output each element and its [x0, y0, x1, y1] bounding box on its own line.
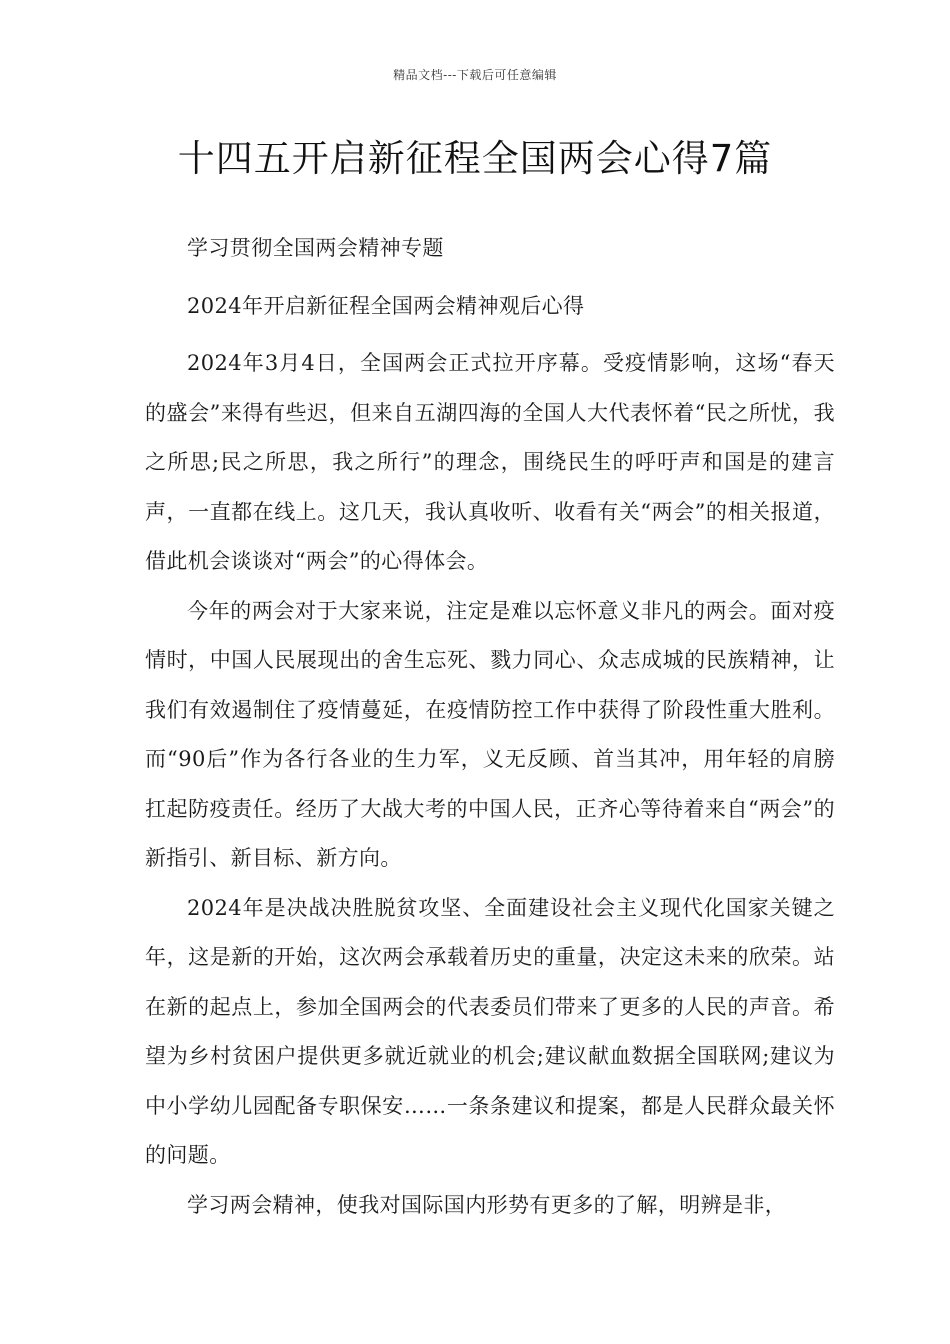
subtitle-topic: 学习贯彻全国两会精神专题: [187, 236, 444, 260]
paragraph: 学习两会精神，使我对国际国内形势有更多的了解，明辨是非，: [187, 1192, 787, 1217]
subtitle-heading: 2024年开启新征程全国两会精神观后心得: [187, 293, 585, 318]
document-body: [145, 224, 835, 1230]
header-note: 精品文档---下载后可任意编辑: [393, 68, 557, 82]
paragraph: 2024年是决战决胜脱贫攻坚、全面建设社会主义现代化国家关键之年，这是新的开始，这次两会承载着历史的重量，决定这未来的欣荣。站在新的起点上，参加全国两会的代表委员们带来了更多的人民的声音。希望为乡村贫困户提供更多就近就业的机会;建议献血数据全国联网;建议为中小学幼儿园配备专职保安……一条条建议和提案，都是人民群众最关怀的问题。: [145, 895, 835, 1167]
paragraph: 2024年3月4日，全国两会正式拉开序幕。受疫情影响，这场“春天的盛会”来得有些迟，但来自五湖四海的全国人大代表怀着“民之所忧，我之所思;民之所思，我之所行”的理念，围绕民生的呼吁声和国是的建言声，一直都在线上。这几天，我认真收听、收看有关“两会”的相关报道，借此机会谈谈对“两会”的心得体会。: [145, 351, 835, 573]
paragraph: 今年的两会对于大家来说，注定是难以忘怀意义非凡的两会。面对疫情时，中国人民展现出的舍生忘死、戮力同心、众志成城的民族精神，让我们有效遏制住了疫情蔓延，在疫情防控工作中获得了阶段性重大胜利。而“90后”作为各行各业的生力军，义无反顾、首当其冲，用年轻的肩膀扛起防疫责任。经历了大战大考的中国人民，正齐心等待着来自“两会”的新指引、新目标、新方向。: [145, 598, 835, 870]
document-title: 十四五开启新征程全国两会心得7篇: [177, 137, 773, 180]
